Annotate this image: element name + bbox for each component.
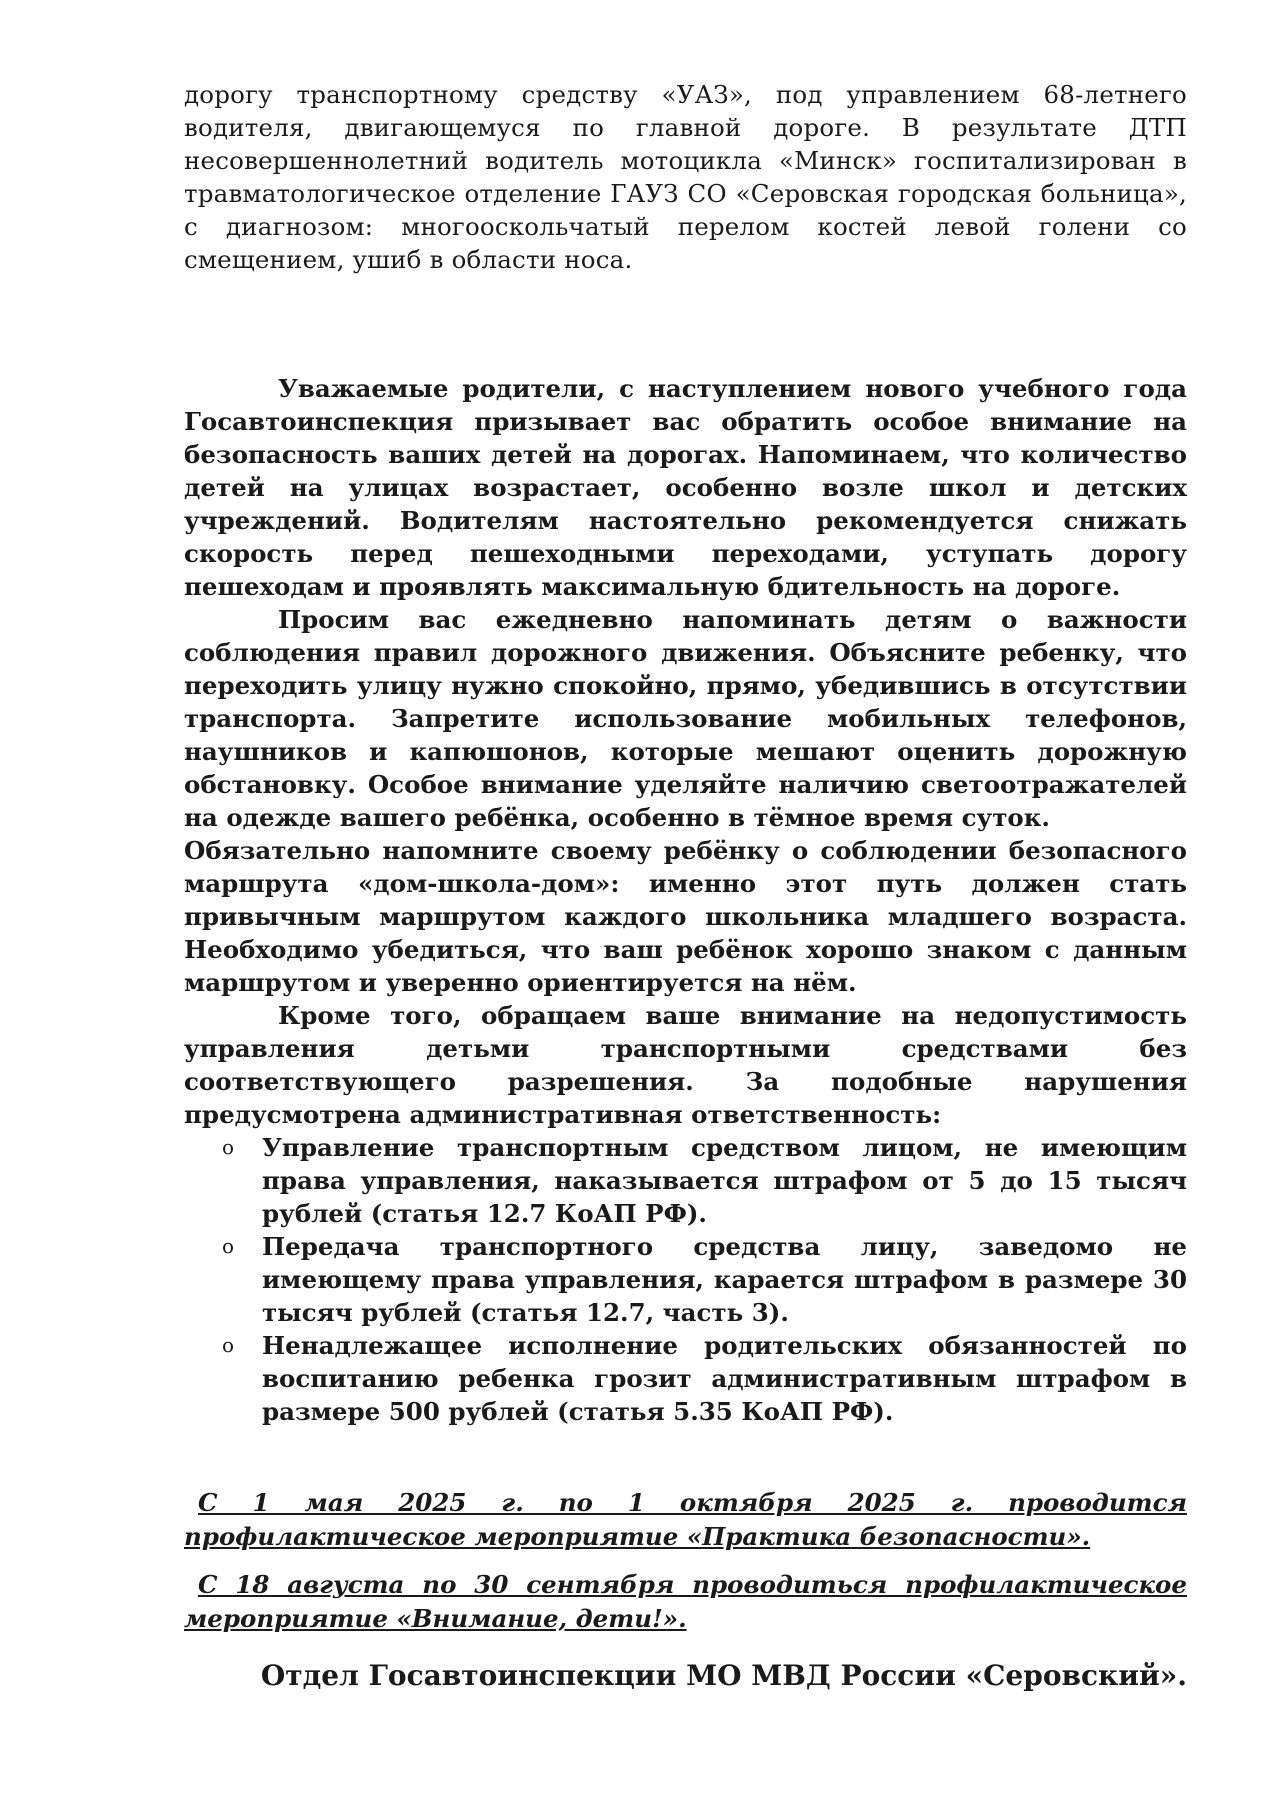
appeal-paragraph-1: Уважаемые родители, с наступлением нового учебного года Госавтоинспекция призывает вас обратить особое внимание на безопасность ваших детей на дорогах. Напоминаем, что количество детей на улицах возрастает, особенно возле школ и детских учреждений. Водителям настоятельно рекомендуется снижать скорость перед пешеходными переходами, уступать дорогу пешеходам и проявлять максимальную бдительность на дороге. xyxy=(184,374,1187,601)
spacer xyxy=(184,1428,1187,1486)
list-item xyxy=(184,1329,1187,1428)
appeal-paragraph-4: Кроме того, обращаем ваше внимание на недопустимость управления детьми транспортными средствами без соответствующего разрешения. За подобные нарушения предусмотрена административная ответственность: xyxy=(184,1001,1187,1129)
notice-campaign-2: С 18 августа по 30 сентября проводиться профилактическое мероприятие «Внимание, дети!». xyxy=(184,1570,1187,1633)
signature: Отдел Госавтоинспекции МО МВД России «Серовский». xyxy=(260,1659,1187,1692)
list-item-text: Передача транспортного средства лицу, заведомо не имеющему права управления, карается штрафом в размере 30 тысяч рублей (статья 12.7, часть 3). xyxy=(262,1232,1187,1327)
document-page xyxy=(184,78,1187,1696)
list-item xyxy=(184,1230,1187,1329)
bullet-icon: o xyxy=(222,1234,235,1258)
appeal-paragraph-3: Обязательно напомните своему ребёнку о соблюдении безопасного маршрута «дом-школа-дом»: именно этот путь должен стать привычным маршрутом каждого школьника младшего возраста. Необходимо убедиться, что ваш ребёнок хорошо знаком с данным маршрутом и уверенно ориентируется на нём. xyxy=(184,836,1187,997)
list-item xyxy=(184,1131,1187,1230)
list-item-text: Управление транспортным средством лицом, не имеющим права управления, наказывается штрафом от 5 до 15 тысяч рублей (статья 12.7 КоАП РФ). xyxy=(262,1133,1187,1228)
appeal-paragraph-2: Просим вас ежедневно напоминать детям о важности соблюдения правил дорожного движения. Объясните ребенку, что переходить улицу нужно спокойно, прямо, убедившись в отсутствии транспорта. Запретите использование мобильных телефонов, наушников и капюшонов, которые мешают оценить дорожную обстановку. Особое внимание уделяйте наличию светоотражателей на одежде вашего ребёнка, особенно в тёмное время суток. xyxy=(184,605,1187,832)
bullet-icon: o xyxy=(222,1135,235,1159)
bullet-icon: o xyxy=(222,1333,235,1357)
spacer xyxy=(184,276,1187,372)
intro-paragraph: дорогу транспортному средству «УАЗ», под управлением 68-летнего водителя, двигающемуся по главной дороге. В результате ДТП несовершеннолетний водитель мотоцикла «Минск» госпитализирован в травматологическое отделение ГАУЗ СО «Серовская городская больница», с диагнозом: многооскольчатый перелом костей левой голени со смещением, ушиб в области носа. xyxy=(184,80,1187,274)
notice-campaign-1: С 1 мая 2025 г. по 1 октября 2025 г. проводится профилактическое мероприятие «Практика безопасности». xyxy=(184,1488,1187,1551)
list-item-text: Ненадлежащее исполнение родительских обязанностей по воспитанию ребенка грозит административным штрафом в размере 500 рублей (статья 5.35 КоАП РФ). xyxy=(262,1331,1187,1426)
penalty-list xyxy=(184,1131,1187,1428)
